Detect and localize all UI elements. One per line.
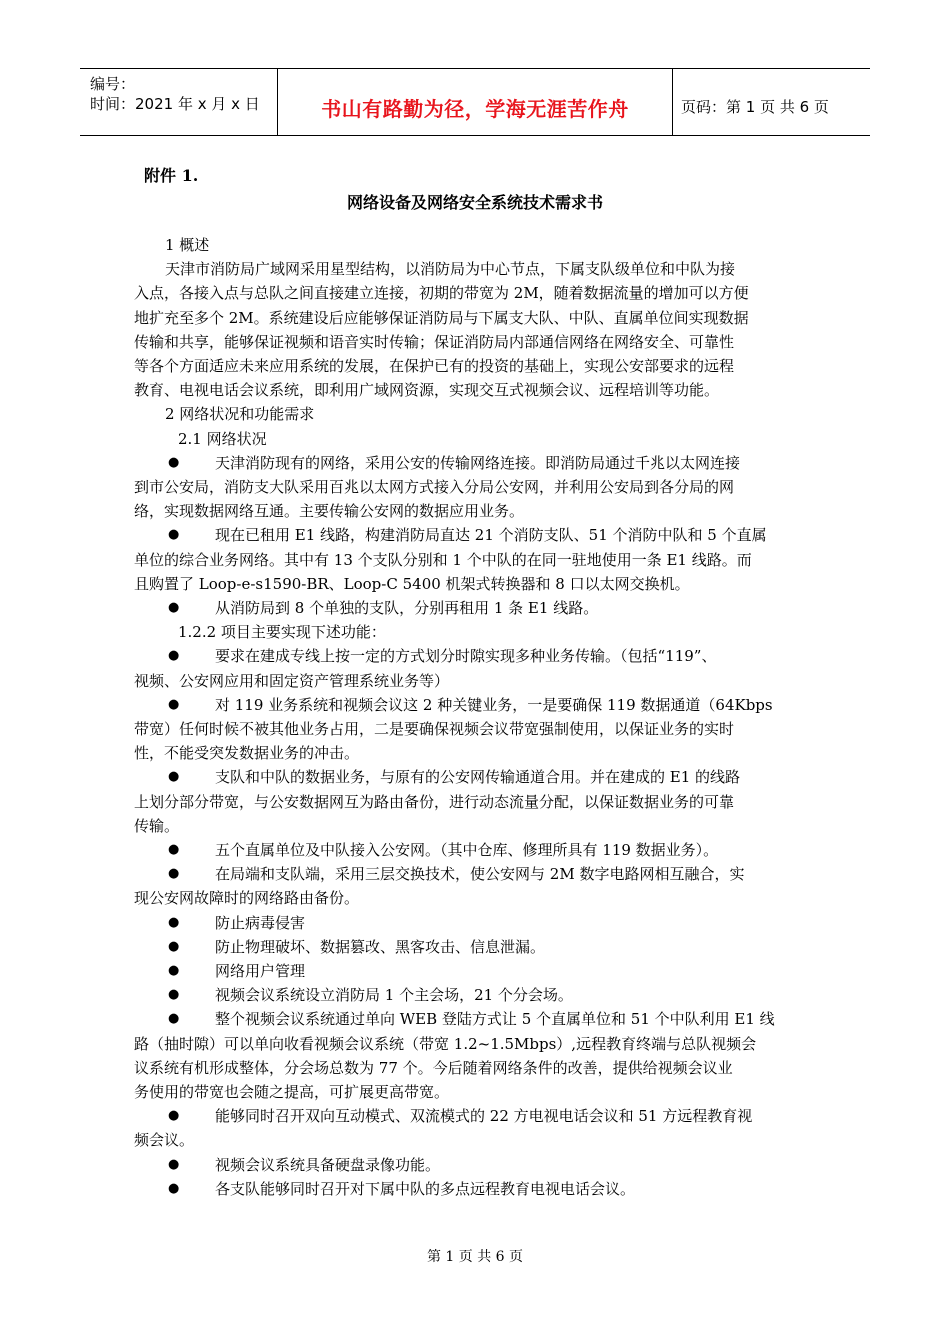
list-item-line: 务使用的带宽也会随之提高，可扩展更高带宽。 <box>134 1083 450 1101</box>
bullet-icon: ● <box>168 938 180 954</box>
list-item-line: 现在已租用 E1 线路，构建消防局直达 21 个消防支队、51 个消防中队和 5 个直属 <box>215 526 767 545</box>
header-center-cell <box>278 69 673 135</box>
list-item-line: 传输。 <box>134 816 180 835</box>
list-item-line: 议系统有机形成整体，分会场总数为 77 个。今后随着网络条件的改善，提供给视频会议业 <box>134 1058 733 1077</box>
list-item-line: 路（抽时隙）可以单向收看视频会议系统（带宽 1.2~1.5Mbps）,远程教育终端与总队视频会 <box>134 1034 757 1053</box>
bullet-icon: ● <box>168 769 180 785</box>
paragraph-line: 等各个方面适应未来应用系统的发展，在保护已有的投资的基础上，实现公安部要求的远程 <box>134 357 735 375</box>
header-left-cell <box>80 69 278 135</box>
time-label: 时间：2021 年 x 月 x 日 <box>90 95 260 113</box>
list-item-line: 防止病毒侵害 <box>215 913 306 932</box>
list-item-line: 视频、公安网应用和固定资产管理系统业务等） <box>134 671 450 690</box>
bullet-icon: ● <box>168 696 180 712</box>
list-item-line: 现公安网故障时的网络路由备份。 <box>134 889 360 908</box>
list-item-line: 要求在建成专线上按一定的方式划分时隙实现多种业务传输。（包括“119”、 <box>215 647 717 666</box>
list-item-line: 能够同时召开双向互动模式、双流模式的 22 方电视电话会议和 51 方远程教育视 <box>215 1107 753 1126</box>
list-item-line: 视频会议系统具备硬盘录像功能。 <box>215 1155 441 1174</box>
page-info: 页码：第 1 页 共 6 页 <box>681 98 829 116</box>
bullet-icon: ● <box>168 600 180 615</box>
page-footer: 第 1 页 共 6 页 <box>426 1249 524 1265</box>
paragraph-line: 教育、电视电话会议系统，即利用广域网资源，实现交互式视频会议、远程培训等功能。 <box>134 381 720 400</box>
bullet-icon: ● <box>168 648 180 664</box>
list-item-line: 到市公安局，消防支大队采用百兆以太网方式接入分局公安网，并利用公安局到各分局的网 <box>134 478 735 496</box>
list-item-line: 各支队能够同时召开对下属中队的多点远程教育电视电话会议。 <box>215 1179 636 1198</box>
list-item-line: 对 119 业务系统和视频会议这 2 种关键业务，一是要确保 119 数据通道（64Kbps <box>215 695 773 714</box>
bullet-icon: ● <box>168 842 180 857</box>
header-right-cell <box>673 69 870 135</box>
list-item-line: 五个直属单位及中队接入公安网。（其中仓库、修理所具有 119 数据业务）。 <box>215 841 719 859</box>
list-item-line: 网络用户管理 <box>215 962 306 980</box>
list-item-line: 性，不能受突发数据业务的冲击。 <box>134 744 360 763</box>
bullet-icon: ● <box>168 987 180 1003</box>
list-item-line: 络，实现数据网络互通。主要传输公安网的数据应用业务。 <box>134 502 525 521</box>
header-table <box>80 68 870 136</box>
bullet-icon: ● <box>168 1108 180 1124</box>
motto: 书山有路勤为径，学海无涯苦作舟 <box>321 97 629 121</box>
bullet-icon: ● <box>168 1180 180 1196</box>
list-item-line: 上划分部分带宽，与公安数据网互为路由备份，进行动态流量分配，以保证数据业务的可靠 <box>134 792 735 811</box>
list-item-line: 单位的综合业务网络。其中有 13 个支队分别和 1 个中队的在同一驻地使用一条 E1 线路。而 <box>134 550 752 569</box>
list-item-line: 带宽）任何时候不被其他业务占用，二是要确保视频会议带宽强制使用，以保证业务的实时 <box>134 720 735 738</box>
list-item-line: 从消防局到 8 个单独的支队，分别再租用 1 条 E1 线路。 <box>215 599 599 617</box>
list-item-line: 防止物理破坏、数据篡改、黑客攻击、信息泄漏。 <box>215 937 546 956</box>
bullet-icon: ● <box>168 1156 180 1172</box>
bullet-icon: ● <box>168 963 180 978</box>
list-item-line: 且购置了 Loop-e-s1590-BR、Loop-C 5400 机架式转换器和 8 口以太网交换机。 <box>134 574 690 593</box>
list-item-line: 在局端和支队端，采用三层交换技术，使公安网与 2M 数字电路网相互融合，实 <box>215 865 745 884</box>
bullet-icon: ● <box>168 1011 180 1027</box>
bullet-icon: ● <box>168 866 180 882</box>
subsection-heading: 1.2.2 项目主要实现下述功能： <box>178 623 386 642</box>
paragraph-line: 入点，各接入点与总队之间直接建立连接，初期的带宽为 2M，随着数据流量的增加可以方便 <box>134 284 749 303</box>
bullet-icon: ● <box>168 914 180 930</box>
paragraph-line: 传输和共享，能够保证视频和语音实时传输；保证消防局内部通信网络在网络安全、可靠性 <box>134 332 735 351</box>
number-label: 编号： <box>90 75 136 93</box>
list-item-line: 频会议。 <box>134 1131 195 1150</box>
bullet-icon: ● <box>168 454 180 470</box>
section-heading: 1 概述 <box>165 236 210 254</box>
list-item-line: 整个视频会议系统通过单向 WEB 登陆方式让 5 个直属单位和 51 个中队利用 E1 线 <box>215 1010 775 1029</box>
attachment-label: 附件 1. <box>144 166 199 185</box>
section-heading: 2 网络状况和功能需求 <box>165 405 315 424</box>
subsection-heading: 2.1 网络状况 <box>178 429 267 448</box>
paragraph-line: 天津市消防局广域网采用星型结构，以消防局为中心节点，下属支队级单位和中队为接 <box>165 260 736 279</box>
bullet-icon: ● <box>168 527 180 543</box>
list-item-line: 支队和中队的数据业务，与原有的公安网传输通道合用。并在建成的 E1 的线路 <box>215 768 741 787</box>
list-item-line: 天津消防现有的网络，采用公安的传输网络连接。即消防局通过千兆以太网连接 <box>215 453 741 472</box>
document-title: 网络设备及网络安全系统技术需求书 <box>346 193 603 212</box>
list-item-line: 视频会议系统设立消防局 1 个主会场，21 个分会场。 <box>215 986 573 1005</box>
paragraph-line: 地扩充至多个 2M。系统建设后应能够保证消防局与下属支大队、中队、直属单位间实现数据 <box>134 308 749 327</box>
